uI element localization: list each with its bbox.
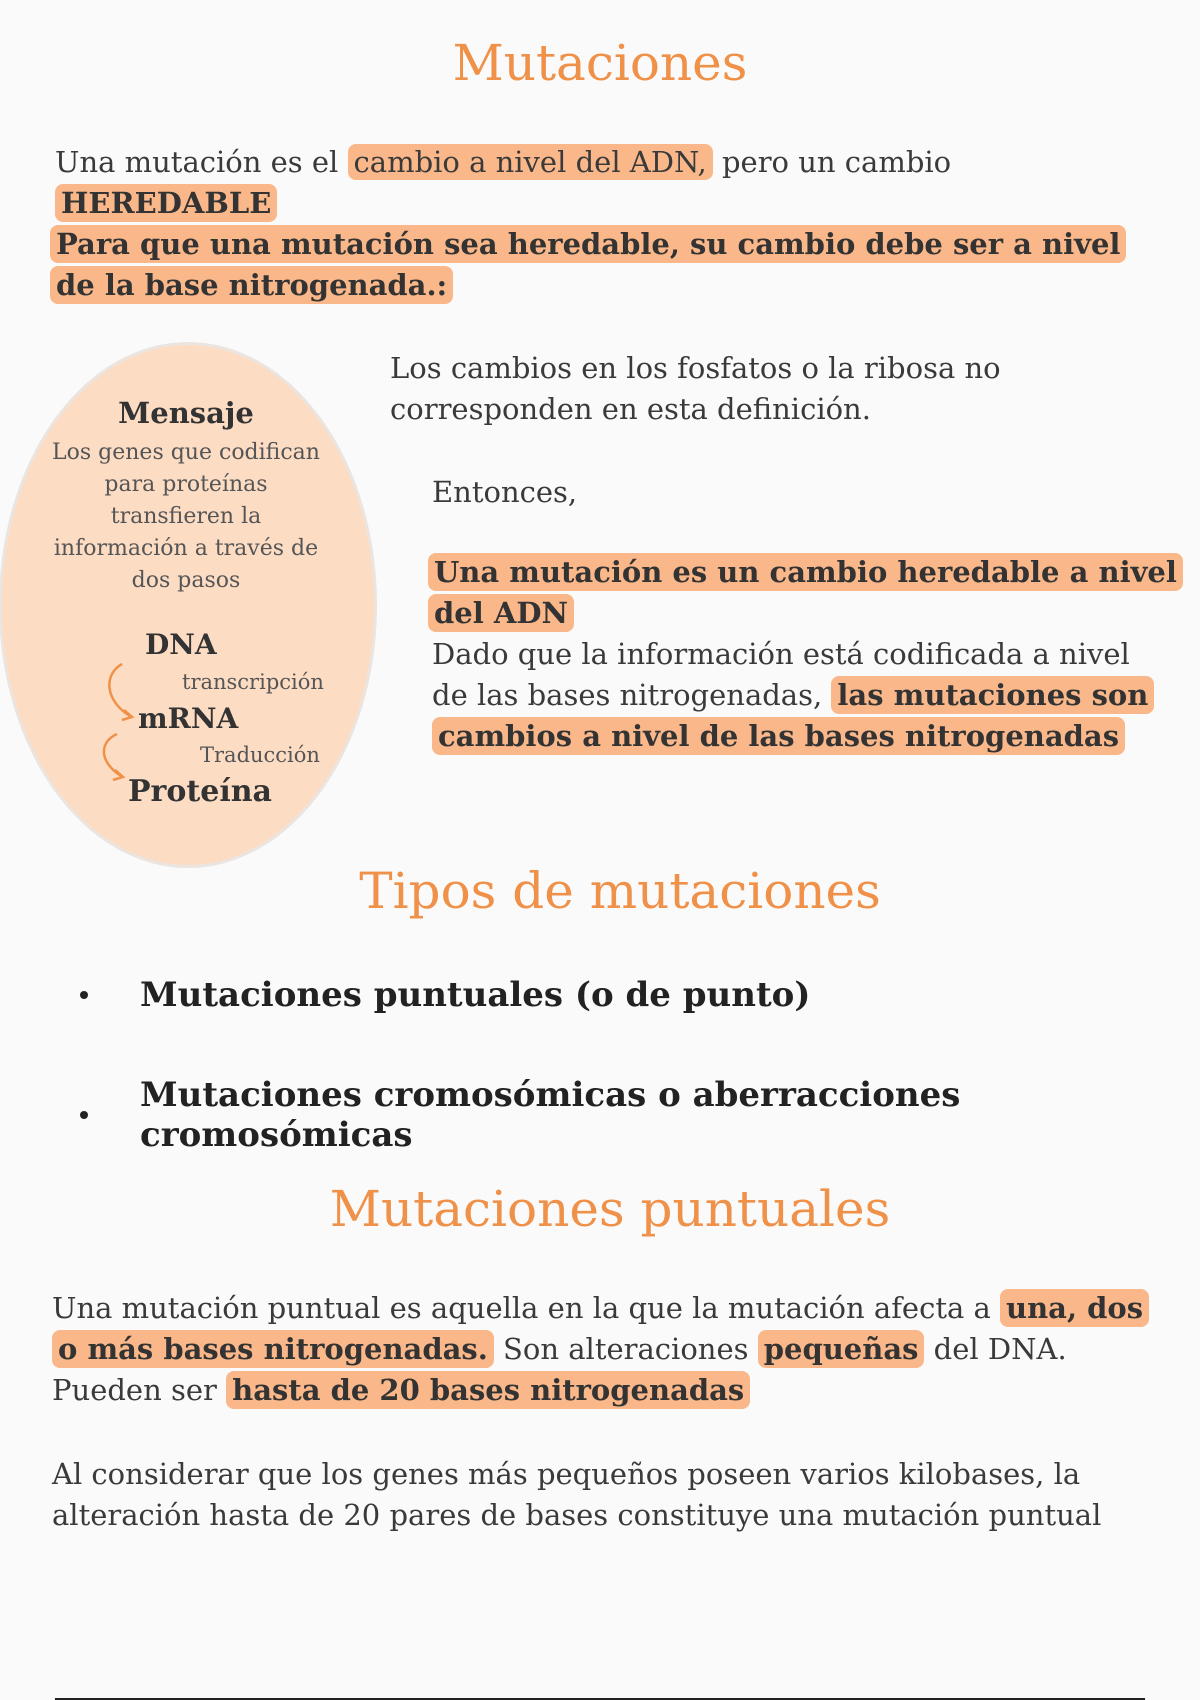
definition-paragraph	[428, 552, 1178, 634]
highlight-bases: las mutaciones son cambios a nivel de las bases nitrogenadas	[432, 676, 1154, 755]
curved-arrow-icon	[100, 660, 150, 730]
intro-text-b: pero un cambio	[712, 145, 952, 179]
section-title-types: Tipos de mutaciones	[359, 862, 881, 920]
flow-mrna: mRNA	[138, 702, 239, 735]
page-title: Mutaciones	[452, 34, 748, 92]
flow-transcription: transcripción	[182, 670, 324, 694]
list-item	[80, 1075, 1200, 1155]
flow-translation: Traducción	[200, 743, 320, 767]
intro-paragraph	[55, 142, 1155, 224]
phosphate-note: Los cambios en los fosfatos o la ribosa no corresponden en esta definición.	[390, 351, 1001, 426]
list-item	[80, 975, 810, 1015]
list-item-label: Mutaciones cromosómicas o aberracciones cromosómicas	[140, 1075, 961, 1155]
oval-description: Los genes que codifican para proteínas transfieren la información a través de dos pasos	[52, 440, 320, 593]
bullet-icon	[80, 991, 88, 999]
flow-protein: Proteína	[128, 774, 272, 809]
condition-paragraph	[50, 224, 1130, 306]
intro-text-a: Una mutación es el	[55, 145, 348, 179]
bases-text: Dado que la información está codificada a nivel de las bases nitrogenadas,	[432, 637, 1130, 712]
point-text-c: del DNA. Pueden ser	[52, 1332, 1067, 1407]
highlight-condition: Para que una mutación sea heredable, su cambio debe ser a nivel de la base nitrogenada.:	[50, 225, 1126, 304]
then-text: Entonces,	[432, 475, 578, 509]
flow-dna: DNA	[145, 628, 217, 661]
highlight-small: pequeñas	[758, 1330, 925, 1368]
list-item-label: Mutaciones puntuales (o de punto)	[140, 975, 811, 1015]
oval-title: Mensaje	[118, 396, 254, 430]
highlight-definition: Una mutación es un cambio heredable a nivel del ADN	[428, 553, 1183, 632]
highlight-heritable: HEREDABLE	[55, 184, 277, 222]
highlight-bases-count: una, dos o más bases nitrogenadas.	[52, 1289, 1149, 1368]
point-text-b: Son alteraciones	[493, 1332, 758, 1366]
point-text-a: Una mutación puntual es aquella en la que la mutación afecta a	[52, 1291, 1000, 1325]
highlight-dna-change: cambio a nivel del ADN,	[348, 144, 713, 180]
point-paragraph	[52, 1288, 1162, 1411]
kilobase-paragraph: Al considerar que los genes más pequeños poseen varios kilobases, la alteración hasta de 20 pares de bases constituye una mutación puntual	[52, 1457, 1102, 1532]
bases-paragraph	[432, 634, 1152, 757]
bullet-icon	[80, 1111, 88, 1119]
highlight-up-to-20: hasta de 20 bases nitrogenadas	[226, 1371, 750, 1409]
section-title-point: Mutaciones puntuales	[329, 1180, 891, 1238]
curved-arrow-icon	[95, 730, 145, 790]
